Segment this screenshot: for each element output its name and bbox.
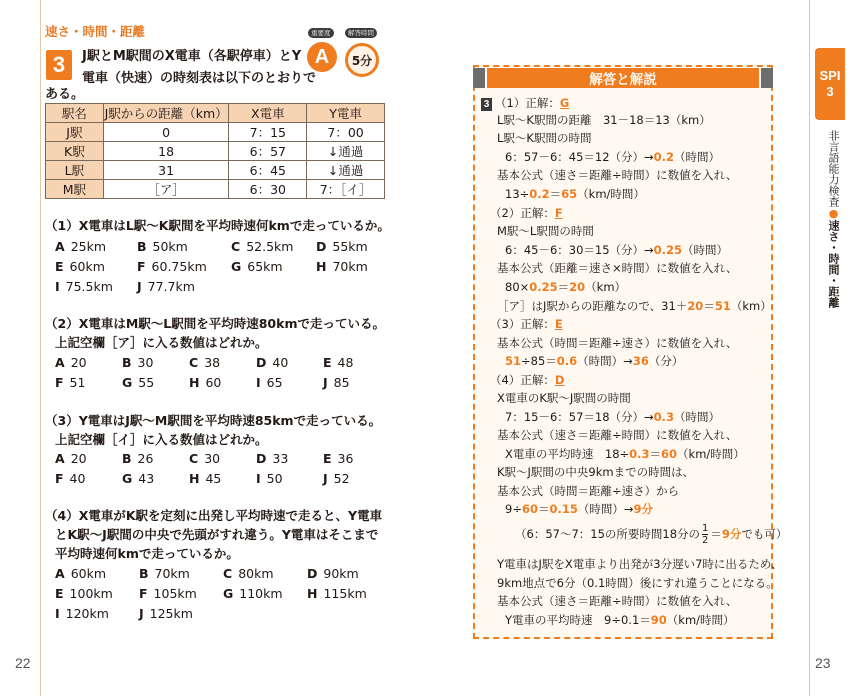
- text-part: でも可）: [741, 527, 788, 541]
- choice-item[interactable]: [55, 564, 139, 584]
- text-part: 6：57－6：45＝12（分）→: [505, 150, 654, 164]
- answer-line: X電車のK駅～J駅間の時間: [497, 391, 631, 405]
- question-line-2: 電車（快速）の時刻表は以下のとおりで: [82, 71, 317, 86]
- choice-key: I: [256, 471, 261, 486]
- answer-value: D: [554, 373, 565, 387]
- choice-item[interactable]: [122, 469, 189, 489]
- text-part: ÷85＝: [521, 354, 557, 368]
- answer-heading: 解答と解説: [487, 68, 759, 88]
- answer-line: [505, 148, 720, 166]
- choice-item[interactable]: [55, 353, 122, 373]
- question-line-1: J駅とM駅間のX電車（各駅停車）とY: [82, 49, 302, 64]
- choice-item[interactable]: [55, 373, 122, 393]
- choice-key: F: [139, 586, 148, 601]
- choice-value: 38: [204, 355, 221, 370]
- choice-item[interactable]: [122, 353, 189, 373]
- highlight-value: 9分: [721, 527, 742, 541]
- choice-key: F: [55, 375, 64, 390]
- text-part: ＝: [537, 502, 550, 516]
- choice-item[interactable]: [139, 604, 193, 624]
- choice-item[interactable]: [256, 373, 323, 393]
- text-part: 7：15－6：57＝18（分）→: [505, 410, 654, 424]
- choice-item[interactable]: [55, 257, 137, 277]
- choice-item[interactable]: [139, 584, 223, 604]
- choice-key: J: [323, 471, 328, 486]
- answer-line: 基本公式（速さ＝距離÷時間）に数値を入れ、: [497, 168, 738, 182]
- answer-line: L駅～K駅間の距離 31－18＝13（km）: [497, 113, 711, 127]
- choice-key: G: [122, 471, 133, 486]
- choice-key: D: [256, 355, 267, 370]
- choice-key: B: [137, 239, 147, 254]
- choice-key: J: [139, 606, 144, 621]
- timer-badge: 5分: [345, 43, 379, 77]
- choice-key: H: [307, 586, 318, 601]
- table-cell: 6：30: [229, 180, 307, 199]
- choice-key: G: [122, 375, 133, 390]
- highlight-value: 60: [521, 502, 538, 516]
- choice-key: G: [231, 259, 242, 274]
- q3-choices: [55, 449, 353, 489]
- choice-value: 43: [138, 471, 155, 486]
- choice-item[interactable]: [55, 584, 139, 604]
- table-row: [46, 142, 385, 161]
- choice-item[interactable]: [256, 353, 323, 373]
- page-number-right: 23: [815, 655, 831, 671]
- answer-2-label: [490, 204, 563, 222]
- choice-row: [55, 449, 353, 469]
- choice-item[interactable]: [55, 277, 137, 297]
- choice-value: 30: [204, 451, 221, 466]
- highlight-value: 60: [661, 447, 678, 461]
- chapter-tab-label: SPI: [819, 68, 841, 83]
- highlight-value: 0.15: [549, 502, 578, 516]
- answer-line: 基本公式（時間＝距離÷速さ）から: [497, 484, 680, 498]
- text-part: ［ア］はJ駅からの距離なので、31＋: [497, 299, 688, 313]
- chapter-tab-number: 3: [826, 84, 834, 99]
- text-part: （km）: [730, 299, 772, 313]
- choice-value: 30: [137, 355, 154, 370]
- table-row: [46, 180, 385, 199]
- choice-value: 120km: [65, 606, 109, 621]
- choice-key: C: [223, 566, 233, 581]
- answer-line: Y電車はJ駅をX電車より出発が3分遅い7時に出るため、: [497, 557, 783, 571]
- choice-key: B: [122, 355, 132, 370]
- choice-value: 50km: [152, 239, 188, 254]
- table-cell: 0: [103, 123, 229, 142]
- choice-value: 26: [137, 451, 154, 466]
- text-part: （分）: [648, 354, 684, 368]
- text-part: （km/時間）: [666, 613, 735, 627]
- choice-item[interactable]: [316, 257, 368, 277]
- text-part: 13÷: [505, 187, 530, 201]
- choice-key: I: [256, 375, 261, 390]
- choice-key: F: [55, 471, 64, 486]
- page-number-left: 22: [15, 655, 31, 671]
- text-part: Y電車の平均時速 9÷0.1＝: [505, 613, 651, 627]
- choice-row: [55, 237, 368, 257]
- answer-4-label: [490, 371, 564, 389]
- choice-value: 25km: [70, 239, 107, 254]
- text-part: ＝: [703, 299, 715, 313]
- answer-label: （3）正解：: [490, 317, 555, 331]
- choice-value: 77.7km: [147, 279, 195, 294]
- answer-qnum: 3: [481, 98, 492, 111]
- highlight-value: 51: [505, 354, 522, 368]
- choice-key: A: [55, 355, 65, 370]
- text-part: X電車の平均時速 18÷: [505, 447, 630, 461]
- answer-value: F: [554, 206, 563, 220]
- table-cell: M駅: [46, 180, 104, 199]
- highlight-value: 0.6: [556, 354, 578, 368]
- text-part: 6：45－6：30＝15（分）→: [505, 243, 654, 257]
- choice-row: [55, 604, 367, 624]
- answer-line: [505, 611, 735, 629]
- choice-value: 51: [69, 375, 86, 390]
- highlight-value: 0.25: [529, 280, 558, 294]
- highlight-value: 90: [650, 613, 667, 627]
- choice-item[interactable]: [223, 564, 307, 584]
- answer-line: [515, 522, 787, 546]
- answer-line: [505, 500, 653, 518]
- choice-item[interactable]: [189, 469, 256, 489]
- choice-item[interactable]: [323, 469, 350, 489]
- choice-key: H: [316, 259, 327, 274]
- answer-value: G: [559, 96, 570, 110]
- answer-line: [505, 185, 645, 203]
- choice-value: 36: [337, 451, 354, 466]
- q4-text-3: 平均時速何kmで走っているか。: [55, 546, 239, 561]
- highlight-value: 51: [714, 299, 731, 313]
- choice-row: [55, 373, 353, 393]
- chapter-tab: [815, 48, 845, 120]
- question-line-3: ある。: [45, 87, 85, 102]
- choice-row: [55, 564, 367, 584]
- answer-line: [505, 408, 720, 426]
- q1-choices: [55, 237, 368, 297]
- choice-value: 48: [337, 355, 354, 370]
- answer-3-label: [490, 315, 563, 333]
- table-cell: ［ア］: [103, 180, 229, 199]
- q3-text-2: 上記空欄［イ］に入る数値はどれか。: [55, 432, 268, 447]
- answer-line: [497, 297, 772, 315]
- choice-value: 52.5km: [246, 239, 294, 254]
- choice-key: C: [231, 239, 241, 254]
- choice-key: E: [55, 259, 64, 274]
- answer-line: 基本公式（時間＝距離÷速さ）に数値を入れ、: [497, 336, 738, 350]
- answer-line: 基本公式（速さ＝距離÷時間）に数値を入れ、: [497, 428, 738, 442]
- text-part: （km/時間）: [677, 447, 745, 461]
- answer-line: L駅～K駅間の時間: [497, 131, 592, 145]
- choice-item[interactable]: [137, 237, 231, 257]
- importance-badge: A: [307, 42, 337, 72]
- answer-line: 基本公式（距離＝速さ×時間）に数値を入れ、: [497, 261, 738, 275]
- choice-value: 60.75km: [151, 259, 207, 274]
- choice-key: H: [189, 375, 200, 390]
- bullet-icon: ●: [827, 207, 840, 220]
- q4-choices: [55, 564, 367, 624]
- choice-value: 100km: [69, 586, 113, 601]
- left-margin-line: [40, 0, 41, 696]
- choice-row: [55, 353, 353, 373]
- text-part: （時間）: [682, 243, 729, 257]
- choice-item[interactable]: [256, 469, 323, 489]
- choice-value: 60: [205, 375, 222, 390]
- text-part: ＝: [710, 527, 722, 541]
- importance-label: 重要度: [308, 28, 334, 38]
- choice-value: 33: [272, 451, 289, 466]
- text-part: 9÷: [505, 502, 522, 516]
- choice-item[interactable]: [55, 237, 137, 257]
- fraction-numerator: 1: [702, 523, 709, 534]
- answer-label: （4）正解：: [490, 373, 555, 387]
- choice-key: G: [223, 586, 234, 601]
- table-cell: ↓通過: [307, 142, 385, 161]
- answer-line: M駅～L駅間の時間: [497, 224, 594, 238]
- choice-key: E: [323, 451, 332, 466]
- choice-key: E: [55, 586, 64, 601]
- table-cell: K駅: [46, 142, 104, 161]
- highlight-value: 0.3: [629, 447, 650, 461]
- choice-key: B: [122, 451, 132, 466]
- choice-row: [55, 469, 353, 489]
- highlight-value: 20: [687, 299, 704, 313]
- text-part: 80×: [505, 280, 530, 294]
- right-margin-line: [809, 0, 810, 696]
- q4-text-2: とK駅～J駅間の中央で先頭がすれ違う。Y電車はそこまで: [55, 527, 379, 542]
- choice-value: 40: [69, 471, 86, 486]
- choice-row: [55, 584, 367, 604]
- choice-item[interactable]: [189, 353, 256, 373]
- table-header: Y電車: [307, 104, 385, 123]
- choice-value: 20: [70, 451, 87, 466]
- choice-value: 70km: [332, 259, 368, 274]
- choice-item[interactable]: [139, 564, 223, 584]
- choice-item[interactable]: [137, 277, 195, 297]
- fraction-denominator: 2: [702, 535, 709, 546]
- text-part: ＝: [557, 280, 570, 294]
- choice-value: 110km: [239, 586, 283, 601]
- choice-key: A: [55, 239, 65, 254]
- answer-line: 基本公式（速さ＝距離÷時間）に数値を入れ、: [497, 594, 738, 608]
- choice-item[interactable]: [189, 373, 256, 393]
- table-header: J駅からの距離（km）: [103, 104, 229, 123]
- choice-key: H: [189, 471, 200, 486]
- answer-value: E: [554, 317, 563, 331]
- text-part: （時間）→: [577, 354, 633, 368]
- text-part: （時間）→: [577, 502, 634, 516]
- table-header: X電車: [229, 104, 307, 123]
- choice-value: 65km: [247, 259, 283, 274]
- choice-item[interactable]: [316, 237, 368, 257]
- choice-key: C: [189, 355, 199, 370]
- section-tag: 速さ・時間・距離: [45, 24, 146, 39]
- choice-key: J: [323, 375, 328, 390]
- table-cell: 7：15: [229, 123, 307, 142]
- answer-label: （2）正解：: [490, 206, 555, 220]
- choice-item[interactable]: [189, 449, 256, 469]
- text-part: （km）: [585, 280, 627, 294]
- choice-value: 125km: [149, 606, 193, 621]
- choice-value: 50: [266, 471, 283, 486]
- table-cell: L駅: [46, 161, 104, 180]
- side-text-topic: 速さ・時間・距離: [827, 220, 840, 308]
- choice-item[interactable]: [231, 257, 316, 277]
- timetable-header-row: [46, 104, 385, 123]
- choice-value: 85: [333, 375, 350, 390]
- choice-key: D: [307, 566, 318, 581]
- choice-item[interactable]: [223, 584, 307, 604]
- table-cell: J駅: [46, 123, 104, 142]
- highlight-value: 65: [561, 187, 578, 201]
- choice-value: 55: [138, 375, 155, 390]
- choice-item[interactable]: [323, 373, 350, 393]
- q3-text-1: （3）Y電車はJ駅～M駅間を平均時速85kmで走っている。: [45, 413, 382, 428]
- choice-value: 60km: [70, 566, 107, 581]
- choice-key: B: [139, 566, 149, 581]
- choice-item[interactable]: [231, 237, 316, 257]
- answer-line: [505, 278, 626, 296]
- answer-line: [505, 352, 683, 370]
- choice-key: D: [256, 451, 267, 466]
- q2-choices: [55, 353, 353, 393]
- time-label: 解答時間: [345, 28, 377, 38]
- table-cell: 7：00: [307, 123, 385, 142]
- highlight-value: 0.2: [653, 150, 675, 164]
- q4-text-1: （4）X電車がK駅を定刻に出発し平均時速で走ると、Y電車: [45, 508, 383, 523]
- choice-key: D: [316, 239, 327, 254]
- choice-key: I: [55, 279, 60, 294]
- highlight-value: 36: [632, 354, 649, 368]
- question-number: 3: [46, 50, 72, 80]
- choice-row: [55, 257, 368, 277]
- choice-item[interactable]: [307, 584, 367, 604]
- fraction: [702, 523, 708, 546]
- choice-key: C: [189, 451, 199, 466]
- highlight-value: 0.2: [529, 187, 550, 201]
- highlight-value: 9分: [633, 502, 653, 516]
- answer-1-label: [481, 94, 569, 112]
- table-row: [46, 161, 385, 180]
- text-part: （時間）: [674, 410, 721, 424]
- choice-item[interactable]: [256, 449, 323, 469]
- table-cell: 6：57: [229, 142, 307, 161]
- table-cell: 7：［イ］: [307, 180, 385, 199]
- table-row: [46, 123, 385, 142]
- choice-item[interactable]: [323, 353, 353, 373]
- table-cell: 18: [103, 142, 229, 161]
- choice-item[interactable]: [55, 604, 139, 624]
- choice-value: 65: [266, 375, 283, 390]
- side-text-category: 非言語能力検査: [827, 130, 840, 207]
- highlight-value: 0.25: [653, 243, 683, 257]
- choice-key: A: [55, 566, 65, 581]
- choice-value: 115km: [323, 586, 367, 601]
- choice-value: 52: [333, 471, 350, 486]
- choice-row: [55, 277, 368, 297]
- choice-item[interactable]: [307, 564, 359, 584]
- choice-key: J: [137, 279, 142, 294]
- choice-value: 70km: [154, 566, 190, 581]
- choice-item[interactable]: [122, 449, 189, 469]
- chapter-side-text: [824, 130, 840, 308]
- choice-value: 45: [205, 471, 222, 486]
- answer-line: 9km地点で6分（0.1時間）後にすれ違うことになる。: [497, 576, 778, 590]
- choice-key: F: [137, 259, 146, 274]
- choice-item[interactable]: [122, 373, 189, 393]
- answer-line: [505, 445, 745, 463]
- choice-value: 105km: [153, 586, 197, 601]
- text-part: ＝: [649, 447, 662, 461]
- text-part: （時間）: [674, 150, 721, 164]
- q1-text: （1）X電車はL駅～K駅間を平均時速何kmで走っているか。: [45, 218, 390, 233]
- choice-key: E: [323, 355, 332, 370]
- table-cell: ↓通過: [307, 161, 385, 180]
- choice-item[interactable]: [55, 449, 122, 469]
- choice-value: 80km: [238, 566, 274, 581]
- text-part: （6：57～7：15の所要時間18分の: [515, 527, 701, 541]
- answer-label: （1）正解：: [495, 96, 560, 110]
- highlight-value: 20: [569, 280, 586, 294]
- choice-value: 90km: [323, 566, 359, 581]
- choice-key: I: [55, 606, 60, 621]
- table-cell: 6：45: [229, 161, 307, 180]
- choice-key: A: [55, 451, 65, 466]
- table-cell: 31: [103, 161, 229, 180]
- choice-item[interactable]: [137, 257, 231, 277]
- choice-item[interactable]: [55, 469, 122, 489]
- table-header: 駅名: [46, 104, 104, 123]
- choice-value: 40: [272, 355, 289, 370]
- highlight-value: 0.3: [653, 410, 675, 424]
- q2-text-2: 上記空欄［ア］に入る数値はどれか。: [55, 335, 268, 350]
- choice-value: 20: [70, 355, 87, 370]
- choice-value: 55km: [332, 239, 368, 254]
- answer-line: [505, 241, 728, 259]
- text-part: （km/時間）: [577, 187, 645, 201]
- choice-value: 75.5km: [65, 279, 113, 294]
- q2-text-1: （2）X電車はM駅～L駅間を平均時速80kmで走っている。: [45, 316, 385, 331]
- timetable: [45, 103, 385, 199]
- choice-item[interactable]: [323, 449, 353, 469]
- text-part: ＝: [549, 187, 562, 201]
- answer-line: K駅～J駅間の中央9kmまでの時間は、: [497, 465, 695, 479]
- choice-value: 60km: [69, 259, 105, 274]
